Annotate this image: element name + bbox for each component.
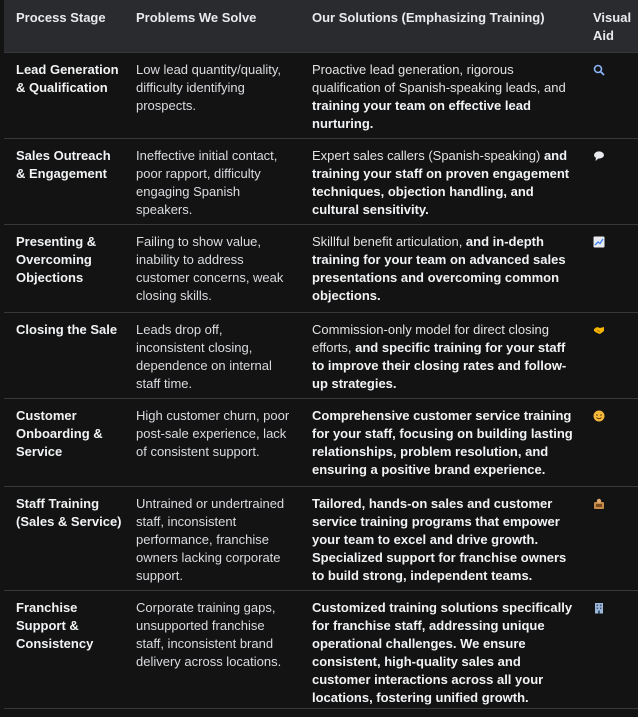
solution-emphasis: Comprehensive customer service training for your staff, focusing on building lasting relationships, problem resolution, and ensuring a positive brand experience. bbox=[312, 408, 573, 477]
table-row bbox=[4, 486, 638, 591]
problem-cell: High customer churn, poor post-sale experience, lack of consistent support. bbox=[136, 408, 290, 459]
table-row bbox=[4, 590, 638, 709]
solution-emphasis: Customized training solutions specifically for franchise staff, addressing unique operational challenges. We ensure consistent, high-quality sales and customer interactions across all your locations, fostering unified growth. bbox=[312, 600, 573, 705]
solution-cell bbox=[312, 61, 576, 133]
stage-cell: Closing the Sale bbox=[16, 322, 118, 337]
solution-emphasis: and specific training for your staff to improve their closing rates and follow-up strategies. bbox=[312, 340, 567, 391]
table-bottom-divider bbox=[4, 708, 638, 709]
solution-cell bbox=[312, 407, 576, 479]
solution-cell bbox=[312, 495, 576, 585]
speech-bubble-icon bbox=[593, 147, 637, 162]
header-visual-aid: Visual Aid bbox=[593, 10, 632, 43]
stage-cell: Franchise Support & Consistency bbox=[16, 600, 94, 651]
solution-cell bbox=[312, 321, 576, 393]
handshake-icon bbox=[593, 321, 637, 336]
magnifying-glass-icon bbox=[593, 61, 637, 76]
solution-emphasis: training your team on effective lead nurturing. bbox=[312, 98, 531, 131]
problem-cell: Corporate training gaps, unsupported franchise staff, inconsistent brand delivery across locations. bbox=[136, 600, 282, 669]
solution-emphasis: and training your staff on proven engagement techniques, objection handling, and cultural sensitivity. bbox=[312, 148, 570, 217]
stage-cell: Customer Onboarding & Service bbox=[16, 408, 103, 459]
solution-text: Skillful benefit articulation, bbox=[312, 234, 466, 249]
solution-text: Commission-only model for direct closing efforts, bbox=[312, 322, 549, 355]
chart-increasing-icon bbox=[593, 233, 637, 248]
header-problems: Problems We Solve bbox=[136, 10, 257, 25]
solution-emphasis: Tailored, hands-on sales and customer service training programs that empower your team to excel and drive growth. Specialized support for franchise owners to build strong, independent teams. bbox=[312, 496, 567, 583]
table-row bbox=[4, 398, 638, 487]
header-process-stage: Process Stage bbox=[16, 10, 106, 25]
solution-emphasis: and in-depth training for your team on advanced sales presentations and overcoming common objections. bbox=[312, 234, 566, 303]
solution-text: Expert sales callers (Spanish-speaking) bbox=[312, 148, 544, 163]
solution-cell bbox=[312, 599, 576, 707]
problem-cell: Ineffective initial contact, poor rapport, difficulty engaging Spanish speakers. bbox=[136, 148, 278, 217]
stage-cell: Lead Generation & Qualification bbox=[16, 62, 119, 95]
table-row bbox=[4, 52, 638, 139]
table-header bbox=[4, 0, 638, 52]
stage-cell: Sales Outreach & Engagement bbox=[16, 148, 111, 181]
problem-cell: Low lead quantity/quality, difficulty identifying prospects. bbox=[136, 62, 282, 113]
table-row bbox=[4, 138, 638, 225]
table-row bbox=[4, 312, 638, 399]
smiling-face-icon bbox=[593, 407, 637, 422]
problem-cell: Untrained or undertrained staff, inconsistent performance, franchise owners lacking corporate support. bbox=[136, 496, 285, 583]
solution-cell bbox=[312, 233, 576, 305]
solution-cell bbox=[312, 147, 576, 219]
problem-cell: Failing to show value, inability to address customer concerns, weak closing skills. bbox=[136, 234, 284, 303]
solution-text: Proactive lead generation, rigorous qualification of Spanish-speaking leads, and bbox=[312, 62, 566, 95]
header-solutions: Our Solutions (Emphasizing Training) bbox=[312, 10, 545, 25]
teacher-icon bbox=[593, 495, 637, 510]
table-row bbox=[4, 224, 638, 313]
stage-cell: Staff Training (Sales & Service) bbox=[16, 496, 122, 529]
problem-cell: Leads drop off, inconsistent closing, dependence on internal staff time. bbox=[136, 322, 272, 391]
office-building-icon bbox=[593, 599, 637, 614]
stage-cell: Presenting & Overcoming Objections bbox=[16, 234, 97, 285]
